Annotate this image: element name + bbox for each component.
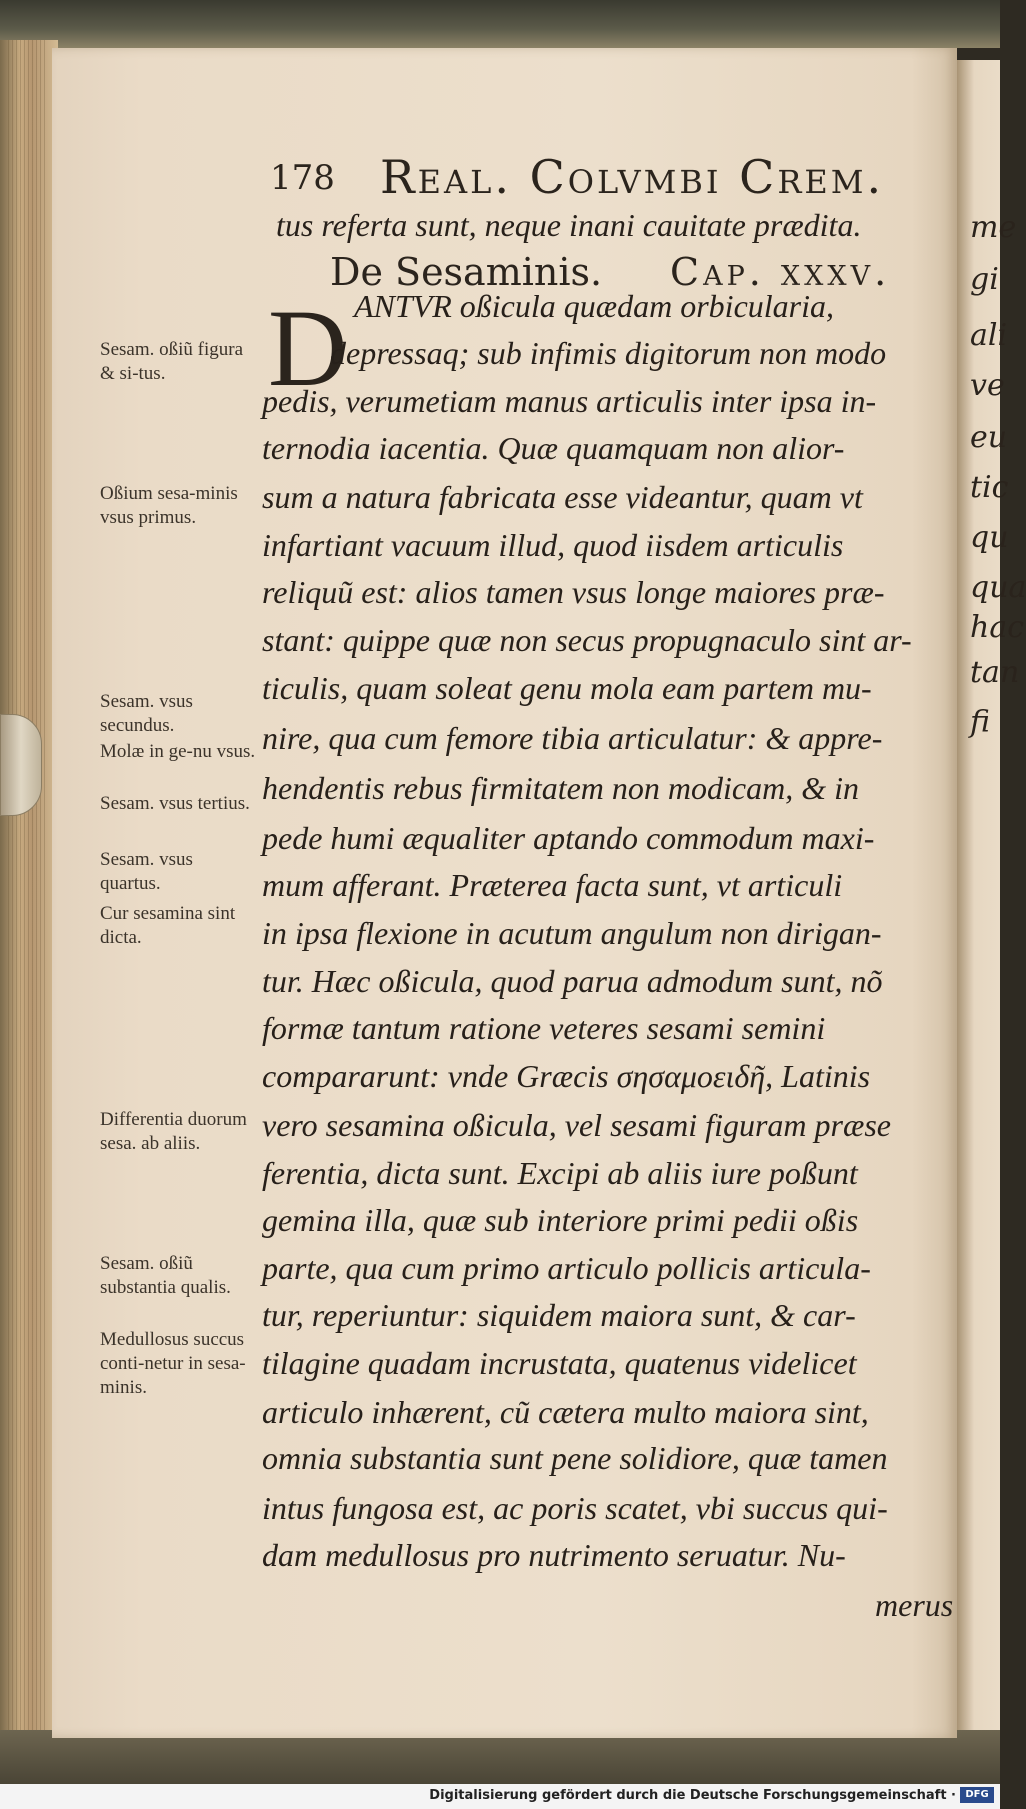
- facing-page-word: hac: [970, 610, 1025, 645]
- text-line: intus fungosa est, ac poris scatet, vbi succus qui-: [262, 1490, 888, 1526]
- margin-note: Oßium sesa-minis vsus primus.: [100, 483, 238, 528]
- facing-page-word: gi: [970, 262, 999, 297]
- text-line: pedis, verumetiam manus articulis inter ipsa in-: [262, 383, 877, 419]
- text-line: ANTVR oßicula quædam orbicularia,: [354, 288, 834, 324]
- chapter-title: De Sesaminis.: [330, 250, 603, 294]
- facing-page-word: qua: [970, 570, 1026, 605]
- text-line: ferentia, dicta sunt. Excipi ab aliis iure poßunt: [262, 1155, 858, 1191]
- text-line: formæ tantum ratione veteres sesami semini: [262, 1010, 826, 1046]
- margin-note: Medullosus succus conti-netur in sesa-minis.: [100, 1329, 246, 1398]
- text-line: omnia substantia sunt pene solidiore, quæ tamen: [262, 1440, 888, 1476]
- running-title: Real. Colvmbi Crem.: [380, 150, 885, 204]
- facing-page-word: tan: [970, 655, 1020, 690]
- text-line: dam medullosus pro nutrimento seruatur. Nu-: [262, 1537, 846, 1573]
- text-line: articulo inhærent, cũ cætera multo maiora sint,: [262, 1394, 869, 1430]
- text-line: parte, qua cum primo articulo pollicis articula-: [262, 1250, 871, 1286]
- page-number: 178: [270, 158, 335, 198]
- margin-note: Sesam. vsus secundus.: [100, 691, 193, 736]
- text-line: hendentis rebus firmitatem non modicam, & in: [262, 770, 859, 806]
- margin-note: Sesam. oßiũ figura & si-tus.: [100, 339, 244, 384]
- margin-note: Sesam. oßiũ substantia qualis.: [100, 1253, 231, 1298]
- text-line: sum a natura fabricata esse videantur, quam vt: [262, 479, 863, 515]
- text-line: infartiant vacuum illud, quod iisdem articulis: [262, 527, 844, 563]
- running-head: [270, 150, 950, 204]
- text-line: ticulis, quam soleat genu mola eam partem mu-: [262, 670, 872, 706]
- text-line: depressaq; sub infimis digitorum non modo: [330, 335, 887, 371]
- chapter-number: Cap. xxxv.: [670, 250, 891, 294]
- text-line: tur. Hæc oßicula, quod parua admodum sunt, nõ: [262, 963, 883, 999]
- facing-page-word: tic: [970, 470, 1009, 505]
- margin-note: Sesam. vsus tertius.: [100, 793, 250, 814]
- book-binding-top: [0, 0, 1000, 48]
- facing-page-word: me: [970, 210, 1017, 245]
- page-edges: [8, 40, 48, 1740]
- book-binding-bottom: [0, 1730, 1000, 1784]
- text-line: pede humi æqualiter aptando commodum maxi-: [262, 820, 875, 856]
- margin-note: Differentia duorum sesa. ab aliis.: [100, 1109, 247, 1154]
- text-line: reliquũ est: alios tamen vsus longe maiores præ-: [262, 574, 885, 610]
- facing-page-word: ve: [970, 368, 1005, 403]
- catchword: merus: [875, 1587, 954, 1623]
- facing-page-word: qu: [970, 520, 1009, 555]
- text-line: compararunt: vnde Græcis σησαμοειδῆ, Latinis: [262, 1058, 871, 1094]
- text-line: in ipsa flexione in acutum angulum non dirigan-: [262, 915, 882, 951]
- facing-page-edge: [957, 60, 1000, 1730]
- text-line: tur, reperiuntur: siquidem maiora sunt, & car-: [262, 1297, 856, 1333]
- book-clasp: [0, 714, 42, 816]
- text-line: vero sesamina oßicula, vel sesami figuram præse: [262, 1107, 891, 1143]
- facing-page-word: eu: [970, 420, 1008, 455]
- digitization-credit: Digitalisierung gefördert durch die Deutsche Forschungsgemeinschaft ·: [429, 1788, 956, 1803]
- text-line: ternodia iacentia. Quæ quamquam non alior-: [262, 430, 845, 466]
- margin-note: Sesam. vsus quartus.: [100, 849, 193, 894]
- text-line: mum afferant. Præterea facta sunt, vt articuli: [262, 867, 843, 903]
- dfg-logo: DFG: [960, 1787, 994, 1803]
- margin-note: Cur sesamina sint dicta.: [100, 903, 236, 948]
- text-line: stant: quippe quæ non secus propugnaculo sint ar-: [262, 622, 912, 658]
- drop-capital: D: [268, 287, 348, 409]
- carryover-line: tus referta sunt, neque inani cauitate prædita.: [276, 207, 862, 243]
- text-line: nire, qua cum femore tibia articulatur: & appre-: [262, 720, 883, 756]
- text-line: gemina illa, quæ sub interiore primi pedii oßis: [262, 1202, 859, 1238]
- facing-page-word: ali: [970, 318, 1008, 353]
- facing-page-word: fi: [970, 705, 991, 740]
- text-line: tilagine quadam incrustata, quatenus videlicet: [262, 1345, 857, 1381]
- margin-note: Molæ in ge-nu vsus.: [100, 741, 256, 762]
